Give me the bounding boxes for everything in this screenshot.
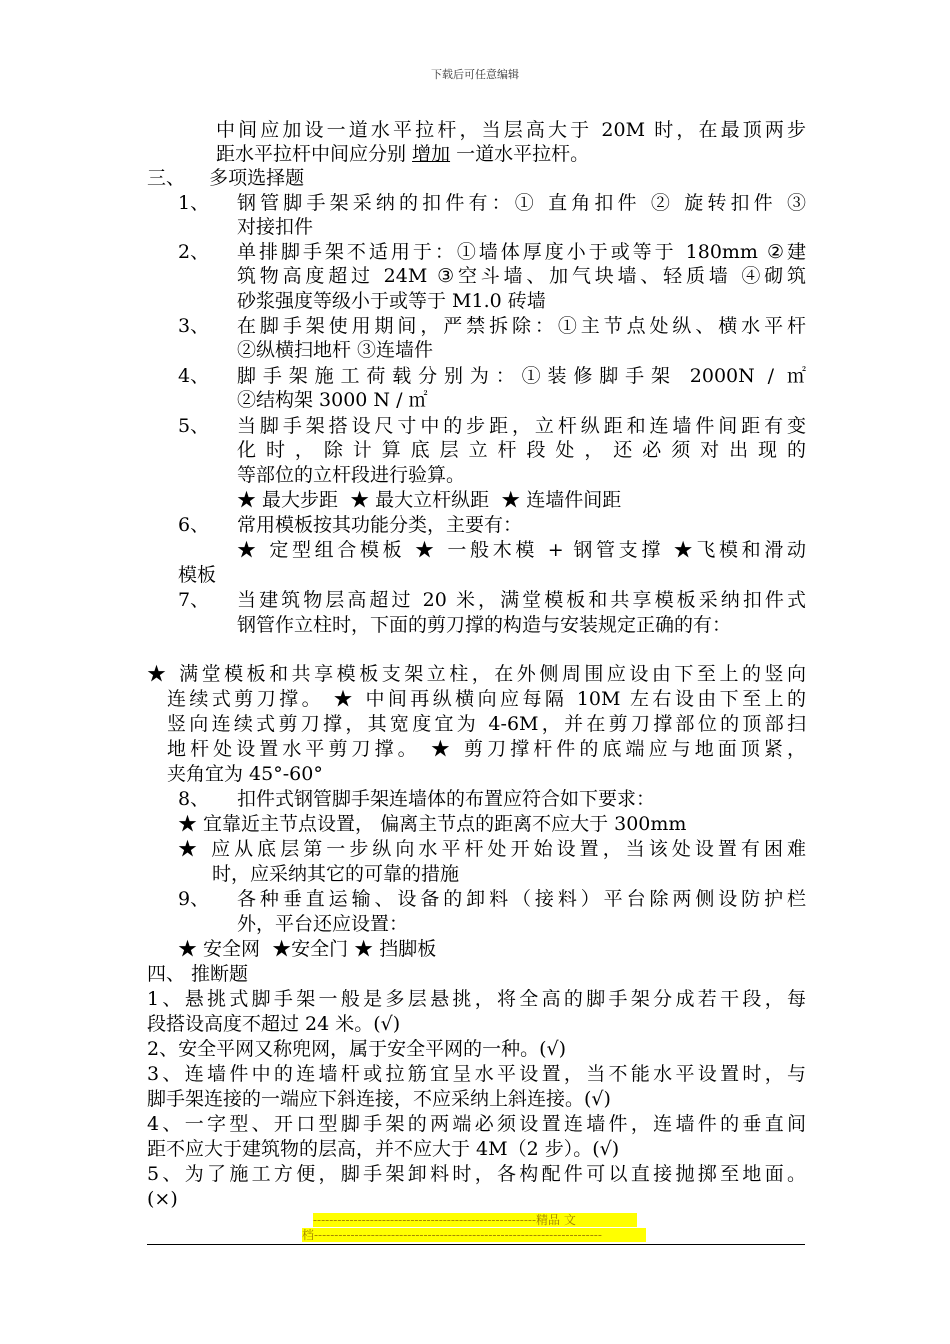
item-number: 6、 — [178, 514, 210, 536]
text-line: 筑物高度超过 24M ③空斗墙、加气块墙、轻质墙 ④砌筑 — [237, 265, 806, 287]
answer-line: ★ 安全网 ★安全门 ★ 挡脚板 — [178, 938, 437, 960]
item-number: 3、 — [178, 315, 210, 337]
text-line: 常用模板按其功能分类，主要有： — [237, 514, 523, 536]
text-line: (×) — [147, 1188, 178, 1210]
text-line: 5、为了施工方便，脚手架卸料时，各构配件可以直接抛掷至地面。 — [147, 1163, 806, 1185]
text-line: 外，平台还应设置： — [237, 913, 409, 935]
item-number: 2、 — [178, 241, 210, 263]
answer-line: 连续式剪刀撑。 ★ 中间再纵横向应每隔 10M 左右设由下至上的 — [167, 688, 806, 710]
text-line — [216, 142, 589, 166]
text-line: 距不应大于建筑物的层高，并不应大于 4M（2 步）。(√) — [147, 1138, 620, 1160]
answer-line: ★ 满堂模板和共享模板支架立柱，在外侧周围应设由下至上的竖向 — [147, 663, 806, 685]
text-line: 段搭设高度不超过 24 米。(√) — [147, 1013, 401, 1035]
item-number: 7、 — [178, 589, 210, 611]
text-line: 钢管作立柱时，下面的剪刀撑的构造与安装规定正确的有： — [237, 614, 732, 636]
answer-line: 地杆处设置水平剪刀撑。 ★ 剪刀撑杆件的底端应与地面顶紧， — [167, 738, 806, 760]
section-heading: 四、 推断题 — [147, 963, 249, 985]
text-line: 当建筑物层高超过 20 米，满堂模板和共享模板采纳扣件式 — [237, 589, 806, 611]
text-span: 一道水平拉杆。 — [450, 143, 590, 165]
item-number: 8、 — [178, 788, 210, 810]
text-line: ②纵横扫地杆 ③连墙件 — [237, 339, 434, 361]
text-line: 等部位的立杆段进行验算。 — [237, 464, 466, 486]
underlined-answer: 增加 — [412, 143, 451, 165]
answer-line: 夹角宜为 45°-60° — [167, 763, 323, 785]
text-line: 砂浆强度等级小于或等于 M1.0 砖墙 — [237, 290, 546, 312]
text-line: ②结构架 3000 N / ㎡ — [237, 389, 428, 411]
item-number: 1、 — [178, 192, 210, 214]
text-line: 脚手架连接的一端应下斜连接，不应采纳上斜连接。(√) — [147, 1088, 611, 1110]
answer-line: ★ 宜靠近主节点设置， 偏离主节点的距离不应大于 300mm — [178, 813, 687, 835]
text-span: 距水平拉杆中间应分别 — [216, 143, 413, 165]
answer-line: ★ 最大步距 ★ 最大立杆纵距 ★ 连墙件间距 — [237, 489, 622, 511]
text-line: 4、一字型、开口型脚手架的两端必须设置连墙件，连墙件的垂直间 — [147, 1113, 806, 1135]
answer-line: 竖向连续式剪刀撑，其宽度宜为 4-6M，并在剪刀撑部位的顶部扫 — [167, 713, 806, 735]
text-line: 扣件式钢管脚手架连墙体的布置应符合如下要求： — [237, 788, 656, 810]
section-heading: 三、 多项选择题 — [147, 167, 305, 189]
text-line: 单排脚手架不适用于：①墙体厚度小于或等于 180mm ②建 — [237, 241, 806, 263]
answer-line: 时，应采纳其它的可靠的措施 — [212, 863, 460, 885]
item-number: 5、 — [178, 415, 210, 437]
text-line: 脚手架施工荷载分别为：①装修脚手架 2000N / ㎡ — [237, 365, 806, 387]
text-line: 1、悬挑式脚手架一般是多层悬挑，将全高的脚手架分成若干段，每 — [147, 988, 806, 1010]
text-line: 各种垂直运输、设备的卸料（接料）平台除两侧设防护栏 — [237, 888, 806, 910]
text-line: 模板 — [178, 564, 217, 586]
item-number: 4、 — [178, 365, 210, 387]
page-header: 下载后可任意编辑 — [431, 68, 519, 81]
answer-line: ★ 应从底层第一步纵向水平杆处开始设置，当该处设置有困难 — [178, 838, 806, 860]
footer-rule — [147, 1244, 805, 1245]
text-line: 3、连墙件中的连墙杆或拉筋宜呈水平设置，当不能水平设置时，与 — [147, 1063, 806, 1085]
footer-highlight-line2: 档----------------------------------------------------------------------- — [302, 1228, 646, 1242]
answer-line: ★ 定型组合模板 ★ 一般木模 + 钢管支撑 ★飞模和滑动 — [237, 539, 806, 561]
text-line: 在脚手架使用期间，严禁拆除：①主节点处纵、横水平杆 — [237, 315, 806, 337]
text-line: 对接扣件 — [237, 216, 314, 238]
footer-highlight-line1: -------------------------------------------------------精品 文 — [313, 1213, 637, 1227]
text-line: 钢管脚手架采纳的扣件有：① 直角扣件 ② 旋转扣件 ③ — [237, 192, 806, 214]
item-number: 9、 — [178, 888, 210, 910]
text-line: 中间应加设一道水平拉杆，当层高大于 20M 时，在最顶两步 — [216, 119, 806, 141]
text-line: 2、安全平网又称兜网，属于安全平网的一种。(√) — [147, 1038, 567, 1060]
text-line: 化时，除计算底层立杆段处，还必须对出现的 — [237, 439, 806, 461]
text-line: 当脚手架搭设尺寸中的步距，立杆纵距和连墙件间距有变 — [237, 415, 806, 437]
